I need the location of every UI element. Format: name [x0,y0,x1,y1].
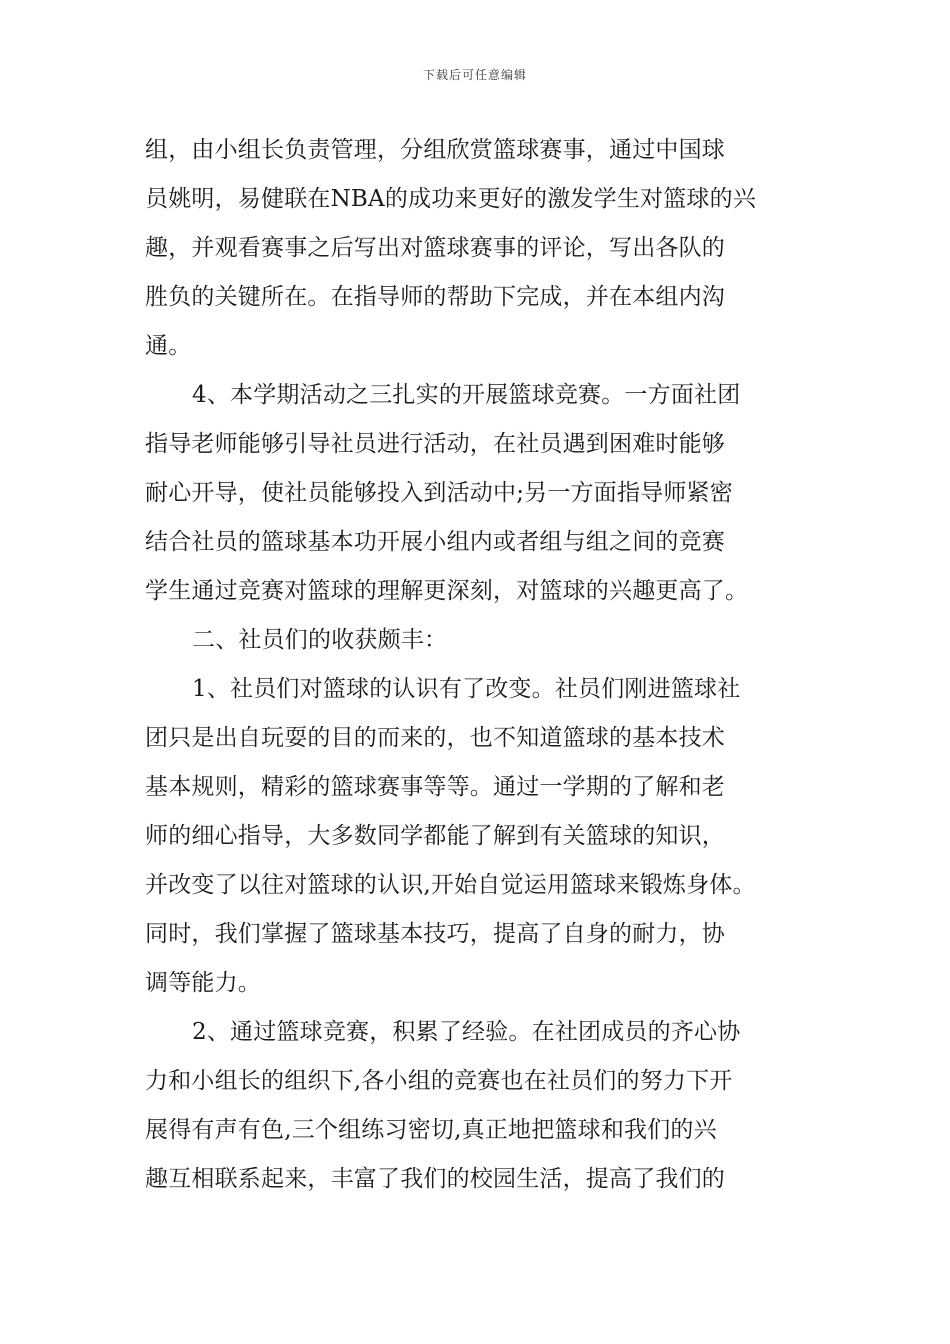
section-heading: 二、社员们的收获颇丰： [192,627,448,653]
text-line: 指导老师能够引导社员进行活动，在社员遇到困难时能够 [145,431,725,457]
document-body [145,126,805,1204]
text-line: 团只是出自玩耍的目的而来的，也不知道篮球的基本技术 [145,725,725,751]
text-line: 耐心开导，使社员能够投入到活动中;另一方面指导师紧密 [145,480,733,506]
text-line: 员姚明，易健联在NBA的成功来更好的激发学生对篮球的兴 [145,186,757,212]
text-line: 结合社员的篮球基本功开展小组内或者组与组之间的竞赛 [145,529,725,555]
page-header: 下载后可任意编辑 [422,68,527,82]
text-line: 师的细心指导，大多数同学都能了解到有关篮球的知识， [145,823,725,849]
text-line: 展得有声有色,三个组练习密切,真正地把篮球和我们的兴 [145,1117,717,1143]
paragraph-first-line: 2、通过篮球竞赛，积累了经验。在社团成员的齐心协 [192,1019,741,1045]
text-line: 通。 [145,333,192,359]
text-line: 胜负的关键所在。在指导师的帮助下完成，并在本组内沟 [145,284,725,310]
text-line: 趣，并观看赛事之后写出对篮球赛事的评论，写出各队的 [145,235,725,261]
text-line: 趣互相联系起来，丰富了我们的校园生活，提高了我们的 [145,1166,725,1192]
paragraph-first-line: 4、本学期活动之三扎实的开展篮球竞赛。一方面社团 [192,382,741,408]
text-line: 基本规则，精彩的篮球赛事等等。通过一学期的了解和老 [145,774,725,800]
text-line: 学生通过竞赛对篮球的理解更深刻，对篮球的兴趣更高了。 [145,578,749,604]
text-line: 调等能力。 [145,970,261,996]
paragraph-first-line: 1、社员们对篮球的认识有了改变。社员们刚进篮球社 [192,676,741,702]
text-line: 力和小组长的组织下,各小组的竞赛也在社员们的努力下开 [145,1068,733,1094]
text-line: 并改变了以往对篮球的认识,开始自觉运用篮球来锻炼身体。 [145,872,756,898]
text-line: 同时，我们掌握了篮球基本技巧，提高了自身的耐力，协 [145,921,725,947]
text-line: 组，由小组长负责管理，分组欣赏篮球赛事，通过中国球 [145,137,725,163]
